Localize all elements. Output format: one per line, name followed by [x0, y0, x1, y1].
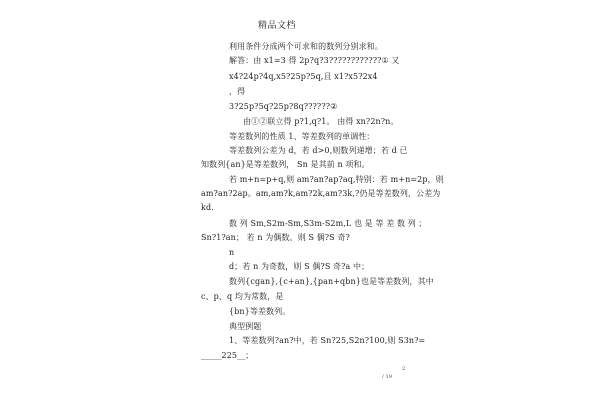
- text-line: 利用条件分成两个可求和的数列分别求和。: [229, 42, 383, 51]
- text-line: kd.: [201, 203, 214, 212]
- text-line: 解答：由 x1=3 得 2p?q?3????????????① 又: [229, 56, 400, 65]
- text-line: ，得: [229, 87, 246, 96]
- header-title: 精品文档: [258, 21, 297, 31]
- text-line: 数 列 Sm,S2m-Sm,S3m-S2m,L 也 是 等 差 数 列 ；: [229, 219, 427, 228]
- text-line: 等差数列公差为 d，若 d>0,则数列递增；若 d 已: [229, 146, 408, 155]
- text-line: n: [229, 248, 235, 257]
- text-line: 数列{cgan},{c+an},{pan+qbn}也是等差数列，其中: [229, 277, 434, 286]
- text-line: 等差数列的性质 1、等差数列的单调性：: [229, 132, 375, 141]
- page-number: / 19: [382, 374, 393, 380]
- text-line: am?an?2ap。am,am?k,am?2k,am?3k,?仍是等差数列，公差为: [201, 189, 441, 198]
- text-line: d；若 n 为奇数，则 S 偶?S 奇?a 中；: [229, 262, 370, 271]
- text-line: 知数列{an}是等差数列， Sn 是其前 n 项和。: [201, 160, 370, 169]
- text-line: {bn}等差数列。: [229, 307, 291, 316]
- text-line: x4?24p?4q,x5?25p?5q,且 x1?x5?2x4: [229, 72, 378, 81]
- text-line: 1、等差数列?an?中，若 Sn?25,S2n?100,则 S3n?=: [229, 336, 426, 345]
- text-line: c、p、q 均为常数，是: [201, 292, 284, 301]
- text-line: _____225__；: [201, 351, 254, 360]
- edge-mark: 2: [402, 366, 406, 372]
- text-line: Sn?1?an； 若 n 为偶数，则 S 偶?S 奇?: [201, 233, 350, 242]
- text-line: 若 m+n=p+q,则 am?an?ap?aq,特别：若 m+n=2p，则: [229, 175, 444, 184]
- text-line: 3?25p?5q?25p?8q??????②: [229, 102, 338, 111]
- text-line: 由①②联立得 p?1,q?1。 由得 xn?2n?n。: [243, 117, 399, 126]
- section-heading: 典型例题: [229, 322, 262, 331]
